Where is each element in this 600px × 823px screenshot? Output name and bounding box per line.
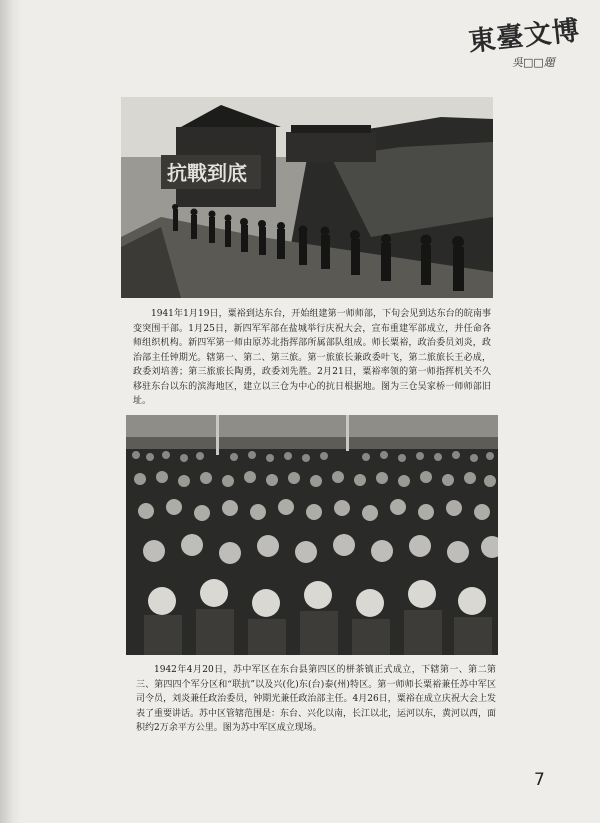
calligraphy-header (468, 14, 588, 74)
calligraphy-signature: 吳□□題 (512, 56, 555, 69)
historical-photo-march (121, 97, 493, 298)
page-number: 7 (534, 770, 545, 790)
photo-caption-2: 1942年4月20日，苏中军区在东台县第四区的栟茶镇正式成立，下辖第一、第二第三、第四四个军分区和“联抗”以及兴(化)东(台)泰(州)特区。第一师师长粟裕兼任苏中军区司令员，刘炎兼任政治委员，钟期光兼任政治部主任。4月26日，粟裕在成立庆祝大会上发表了重要讲话。苏中区管辖范围是：东台、兴化以南，长江以北，运河以东，黄河以西，面积约2万余平方公里。图为苏中军区成立现场。 (136, 665, 497, 733)
page-gutter-shadow (0, 0, 22, 823)
photo-caption-1: 1941年1月19日，粟裕到达东台，开始组建第一师师部，下旬会见到达东台的皖南事变突围干部。1月25日，新四军军部在盐城举行庆祝大会，宣布重建军部成立，并任命各师组织机构。新四军第一师由原苏北指挥部所属部队组成。师长粟裕，政治委员刘炎，政治部主任钟期光。辖第一、第二、第三旅。第一旅旅长兼政委叶飞，第二旅旅长王必成，政委刘培善；第三旅旅长陶勇，政委刘先胜。2月21日，粟裕率领的第一师指挥机关不久移驻东台以东的滨海地区，建立以三仓为中心的抗日根据地。图为三仓吴家桥一师师部旧址。 (133, 309, 491, 406)
calligraphy-title: 東臺文博 (467, 15, 582, 58)
historical-photo-crowd (126, 415, 498, 655)
banner-slogan: 抗戰到底 (167, 161, 247, 185)
